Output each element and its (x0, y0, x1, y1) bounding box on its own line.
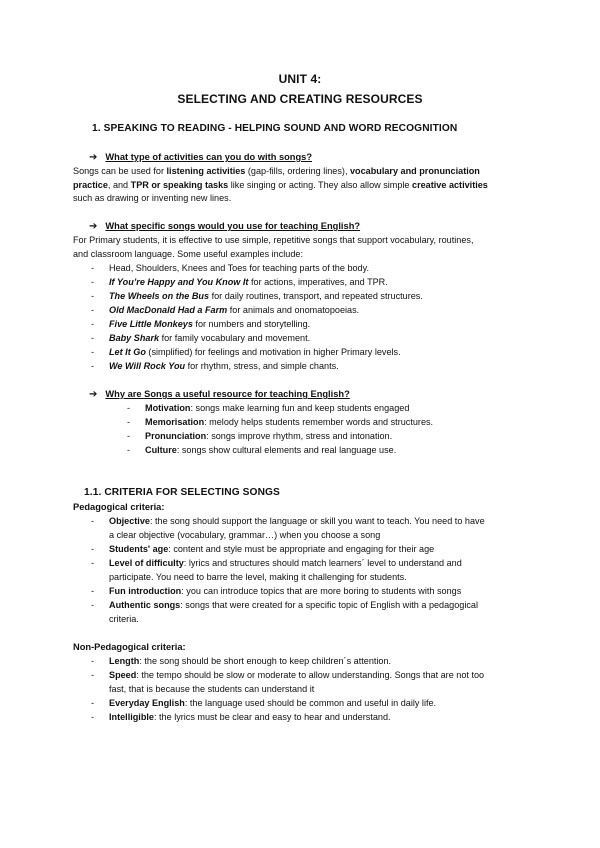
arrow-icon: ➔ (89, 152, 98, 163)
section-1-heading: 1. SPEAKING TO READING - HELPING SOUND AND WORD RECOGNITION (92, 123, 458, 134)
list-item: - Objective: the song should support the language or skill you want to teach. You need to have (91, 516, 485, 526)
arrow-icon: ➔ (89, 221, 98, 232)
question-text: Why are Songs a useful resource for teaching English? (105, 389, 350, 399)
list-item: - The Wheels on the Bus for daily routines, transport, and repeated structures. (91, 291, 423, 301)
arrow-icon: ➔ (89, 389, 98, 400)
list-item: - Motivation: songs make learning fun and keep students engaged (127, 403, 410, 413)
list-item: - Everyday English: the language used should be common and useful in daily life. (91, 698, 437, 708)
paragraph-line: For Primary students, it is effective to use simple, repetitive songs that support vocabulary, routines, (73, 235, 474, 245)
list-item: - Old MacDonald Had a Farm for animals and onomatopoeias. (91, 305, 360, 315)
list-item: - Students' age: content and style must be appropriate and engaging for their age (91, 544, 435, 554)
list-item: - Head, Shoulders, Knees and Toes for teaching parts of the body. (91, 263, 370, 273)
list-item: - If You’re Happy and You Know It for actions, imperatives, and TPR. (91, 277, 388, 287)
list-item: - We Will Rock You for rhythm, stress, and simple chants. (91, 361, 339, 371)
section-1-1-heading: 1.1. CRITERIA FOR SELECTING SONGS (84, 487, 280, 498)
list-item-continuation: criteria. (109, 614, 139, 624)
list-item: - Authentic songs: songs that were created for a specific topic of English with a pedagogical (91, 600, 478, 610)
list-item: - Level of difficulty: lyrics and structures should match learners´ level to understand and (91, 558, 462, 568)
paragraph-line: practice, and TPR or speaking tasks like singing or acting. They also allow simple creative activities (73, 179, 488, 190)
list-item-continuation: participate. You need to barre the level, making it challenging for students. (109, 572, 407, 582)
list-item: - Fun introduction: you can introduce topics that are more boring to students with songs (91, 586, 462, 596)
list-item: - Let It Go (simplified) for feelings and motivation in higher Primary levels. (91, 347, 401, 357)
question-text: What type of activities can you do with songs? (105, 152, 313, 162)
pedagogical-label: Pedagogical criteria: (73, 502, 165, 512)
list-item: - Five Little Monkeys for numbers and storytelling. (91, 319, 311, 329)
list-item: - Culture: songs show cultural elements and real language use. (127, 445, 397, 455)
unit-number: UNIT 4: (278, 72, 322, 86)
list-item-continuation: fast, that is because the students can understand it (109, 684, 315, 694)
question-text: What specific songs would you use for teaching English? (105, 221, 361, 231)
question-activities (89, 152, 312, 163)
list-item: - Intelligible: the lyrics must be clear and easy to hear and understand. (91, 712, 391, 722)
paragraph-line: and classroom language. Some useful examples include: (73, 249, 304, 259)
unit-title: SELECTING AND CREATING RESOURCES (177, 92, 423, 106)
list-item: - Length: the song should be short enough to keep children´s attention. (91, 656, 392, 666)
paragraph-line: Songs can be used for listening activities (gap-fills, ordering lines), vocabulary and pronunciation (73, 166, 480, 176)
question-songs (89, 221, 360, 232)
paragraph-line: such as drawing or inventing new lines. (73, 193, 232, 203)
non-pedagogical-label: Non-Pedagogical criteria: (73, 642, 186, 652)
list-item: - Speed: the tempo should be slow or moderate to allow understanding. Songs that are not too (91, 670, 485, 680)
list-item: - Baby Shark for family vocabulary and movement. (91, 333, 311, 343)
list-item: - Memorisation: melody helps students remember words and structures. (127, 417, 434, 427)
list-item: - Pronunciation: songs improve rhythm, stress and intonation. (127, 431, 393, 441)
list-item-continuation: a clear objective (vocabulary, grammar…) when you choose a song (109, 530, 381, 540)
question-why-songs (89, 389, 350, 400)
